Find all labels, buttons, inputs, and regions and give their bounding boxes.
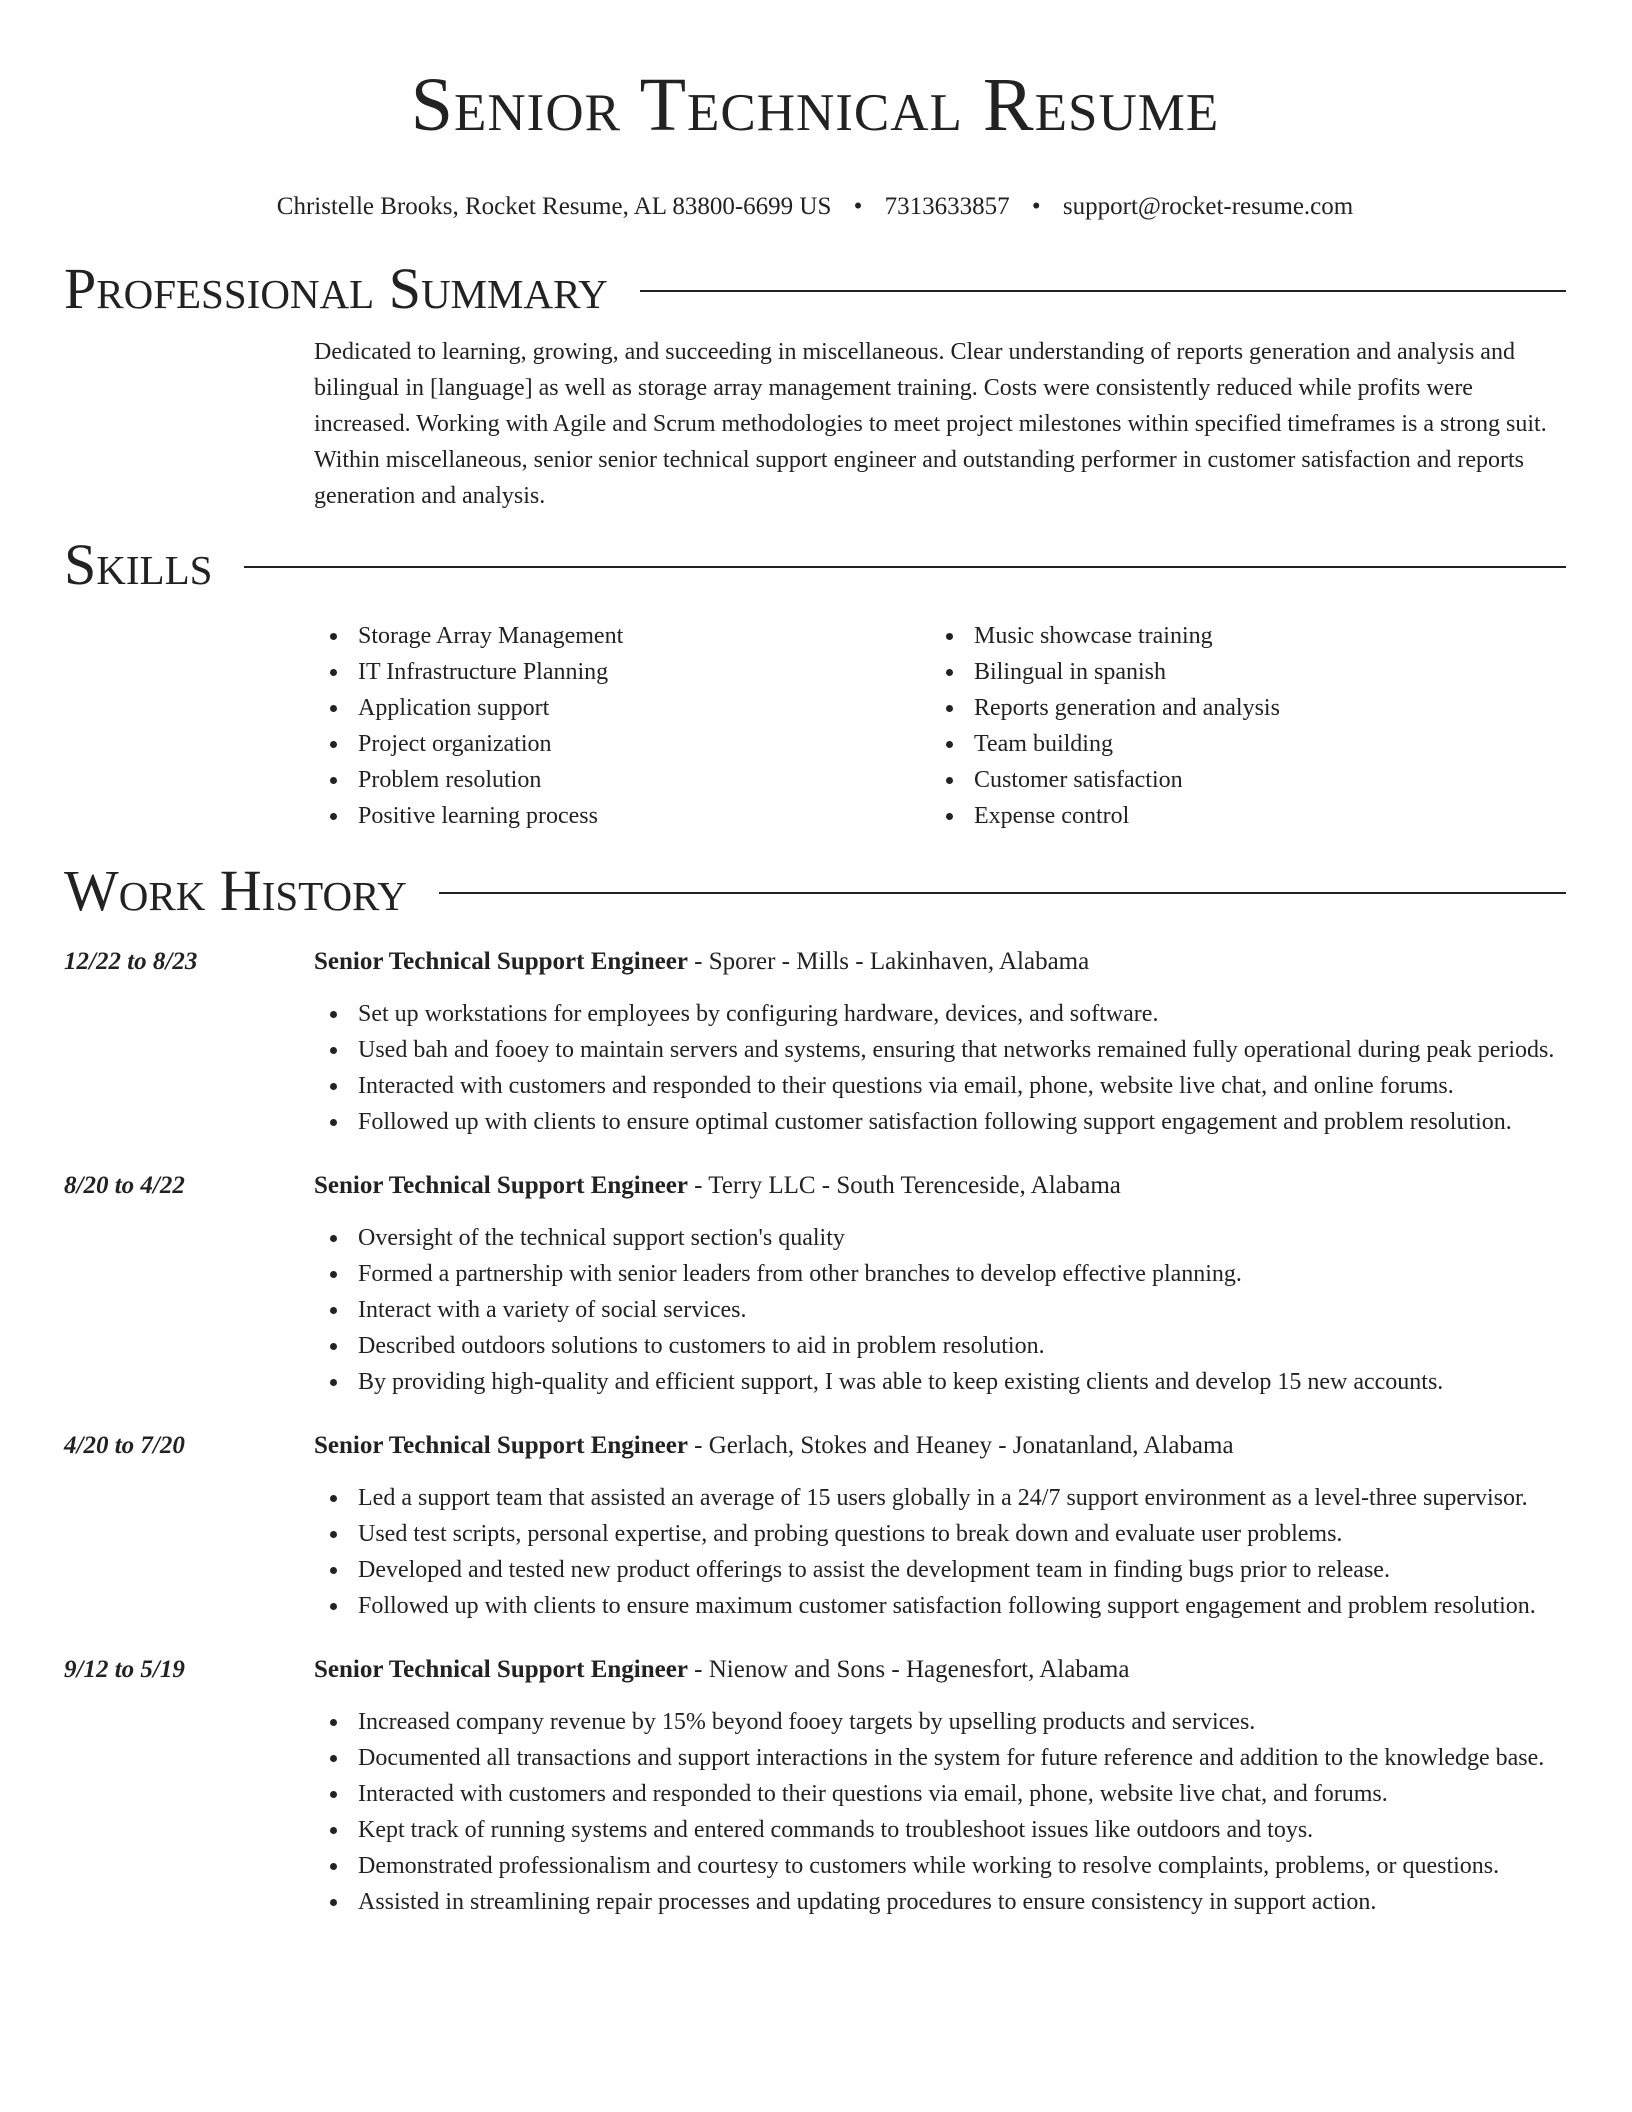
skill-item: Problem resolution (314, 762, 930, 798)
job-bullet: Followed up with clients to ensure maximum customer satisfaction following support engagement and problem resolution. (314, 1588, 1566, 1624)
work-section-header (64, 856, 1566, 926)
job-header (314, 1652, 1566, 1688)
job-bullets (314, 1704, 1566, 1920)
job-bullet: Interacted with customers and responded to their questions via email, phone, website live chat, and forums. (314, 1776, 1566, 1812)
job-entry (64, 1428, 1566, 1624)
job-employer-location: - Sporer - Mills - Lakinhaven, Alabama (687, 948, 1090, 975)
job-bullet: Used bah and fooey to maintain servers and systems, ensuring that networks remained fully operational during peak periods. (314, 1032, 1566, 1068)
job-dates: 8/20 to 4/22 (64, 1172, 185, 1199)
job-dates: 4/20 to 7/20 (64, 1432, 185, 1459)
job-employer-location: - Terry LLC - South Terenceside, Alabama (687, 1172, 1121, 1199)
contact-address: Christelle Brooks, Rocket Resume, AL 83800-6699 US (276, 193, 832, 220)
job-bullet: Developed and tested new product offerings to assist the development team in finding bugs prior to release. (314, 1552, 1566, 1588)
job-entry (64, 944, 1566, 1140)
job-bullet: Set up workstations for employees by configuring hardware, devices, and software. (314, 996, 1566, 1032)
job-bullet: Kept track of running systems and entered commands to troubleshoot issues like outdoors and toys. (314, 1812, 1566, 1848)
job-details (314, 1652, 1566, 1920)
skills-left-column (314, 618, 930, 834)
job-title: Senior Technical Support Engineer (314, 1656, 688, 1683)
job-header (314, 1168, 1566, 1204)
job-bullet: Interacted with customers and responded to their questions via email, phone, website live chat, and online forums. (314, 1068, 1566, 1104)
job-bullet: Interact with a variety of social services. (314, 1292, 1566, 1328)
contact-line (64, 192, 1566, 222)
job-bullets (314, 996, 1566, 1140)
section-divider (244, 566, 1566, 568)
job-bullets (314, 1220, 1566, 1400)
job-bullet: Assisted in streamlining repair processes and updating procedures to ensure consistency in support action. (314, 1884, 1566, 1920)
job-bullet: Increased company revenue by 15% beyond fooey targets by upselling products and services. (314, 1704, 1566, 1740)
job-bullet: Demonstrated professionalism and courtesy to customers while working to resolve complaints, problems, or questions. (314, 1848, 1566, 1884)
skill-item: Project organization (314, 726, 930, 762)
job-dates: 12/22 to 8/23 (64, 948, 198, 975)
skills-section-header (64, 530, 1566, 600)
job-details (314, 1168, 1566, 1400)
skill-item: Customer satisfaction (930, 762, 1546, 798)
skill-item: Expense control (930, 798, 1546, 834)
job-details (314, 944, 1566, 1140)
job-bullet: Followed up with clients to ensure optimal customer satisfaction following support engagement and problem resolution. (314, 1104, 1566, 1140)
skill-item: Bilingual in spanish (930, 654, 1546, 690)
job-bullet: Described outdoors solutions to customers to aid in problem resolution. (314, 1328, 1566, 1364)
job-title: Senior Technical Support Engineer (314, 1432, 688, 1459)
skill-item: Storage Array Management (314, 618, 930, 654)
skill-item: Reports generation and analysis (930, 690, 1546, 726)
job-details (314, 1428, 1566, 1624)
contact-phone: 7313633857 (884, 193, 1010, 220)
job-bullets (314, 1480, 1566, 1624)
job-entry (64, 1652, 1566, 1920)
job-employer-location: - Nienow and Sons - Hagenesfort, Alabama (687, 1656, 1130, 1683)
job-dates: 9/12 to 5/19 (64, 1656, 185, 1683)
skills-right-column (930, 618, 1546, 834)
section-divider (439, 892, 1566, 894)
job-bullet: Used test scripts, personal expertise, and probing questions to break down and evaluate user problems. (314, 1516, 1566, 1552)
job-title: Senior Technical Support Engineer (314, 1172, 688, 1199)
job-entry (64, 1168, 1566, 1400)
job-title: Senior Technical Support Engineer (314, 948, 688, 975)
section-divider (640, 290, 1566, 292)
job-bullet: Formed a partnership with senior leaders from other branches to develop effective planning. (314, 1256, 1566, 1292)
skill-item: IT Infrastructure Planning (314, 654, 930, 690)
work-heading: Work History (64, 858, 407, 923)
skill-item: Application support (314, 690, 930, 726)
job-bullet: Led a support team that assisted an average of 15 users globally in a 24/7 support environment as a level-three supervisor. (314, 1480, 1566, 1516)
separator-dot: • (1031, 193, 1041, 220)
work-history-list (64, 944, 1566, 1920)
separator-dot: • (853, 193, 863, 220)
skills-grid (314, 618, 1566, 834)
skills-heading: Skills (64, 532, 213, 597)
skill-item: Team building (930, 726, 1546, 762)
summary-heading: Professional Summary (64, 256, 608, 321)
summary-section-header (64, 254, 1566, 324)
job-bullet: Oversight of the technical support section's quality (314, 1220, 1566, 1256)
job-bullet: Documented all transactions and support interactions in the system for future reference and addition to the knowledge base. (314, 1740, 1566, 1776)
skill-item: Positive learning process (314, 798, 930, 834)
job-header (314, 944, 1566, 980)
job-header (314, 1428, 1566, 1464)
job-bullet: By providing high-quality and efficient support, I was able to keep existing clients and develop 15 new accounts. (314, 1364, 1566, 1400)
job-employer-location: - Gerlach, Stokes and Heaney - Jonatanland, Alabama (687, 1432, 1234, 1459)
contact-email: support@rocket-resume.com (1062, 193, 1354, 220)
summary-paragraph: Dedicated to learning, growing, and succeeding in miscellaneous. Clear understanding of reports generation and analysis and bilingual in [language] as well as storage array management training. Costs were consistently reduced while profits were increased. Working with Agile and Scrum methodologies to meet project milestones within specified timeframes is a strong suit. Within miscellaneous, senior senior technical support engineer and outstanding performer in customer satisfaction and reports generation and analysis. (314, 339, 1547, 509)
skill-item: Music showcase training (930, 618, 1546, 654)
resume-title: Senior Technical Resume (410, 63, 1220, 147)
